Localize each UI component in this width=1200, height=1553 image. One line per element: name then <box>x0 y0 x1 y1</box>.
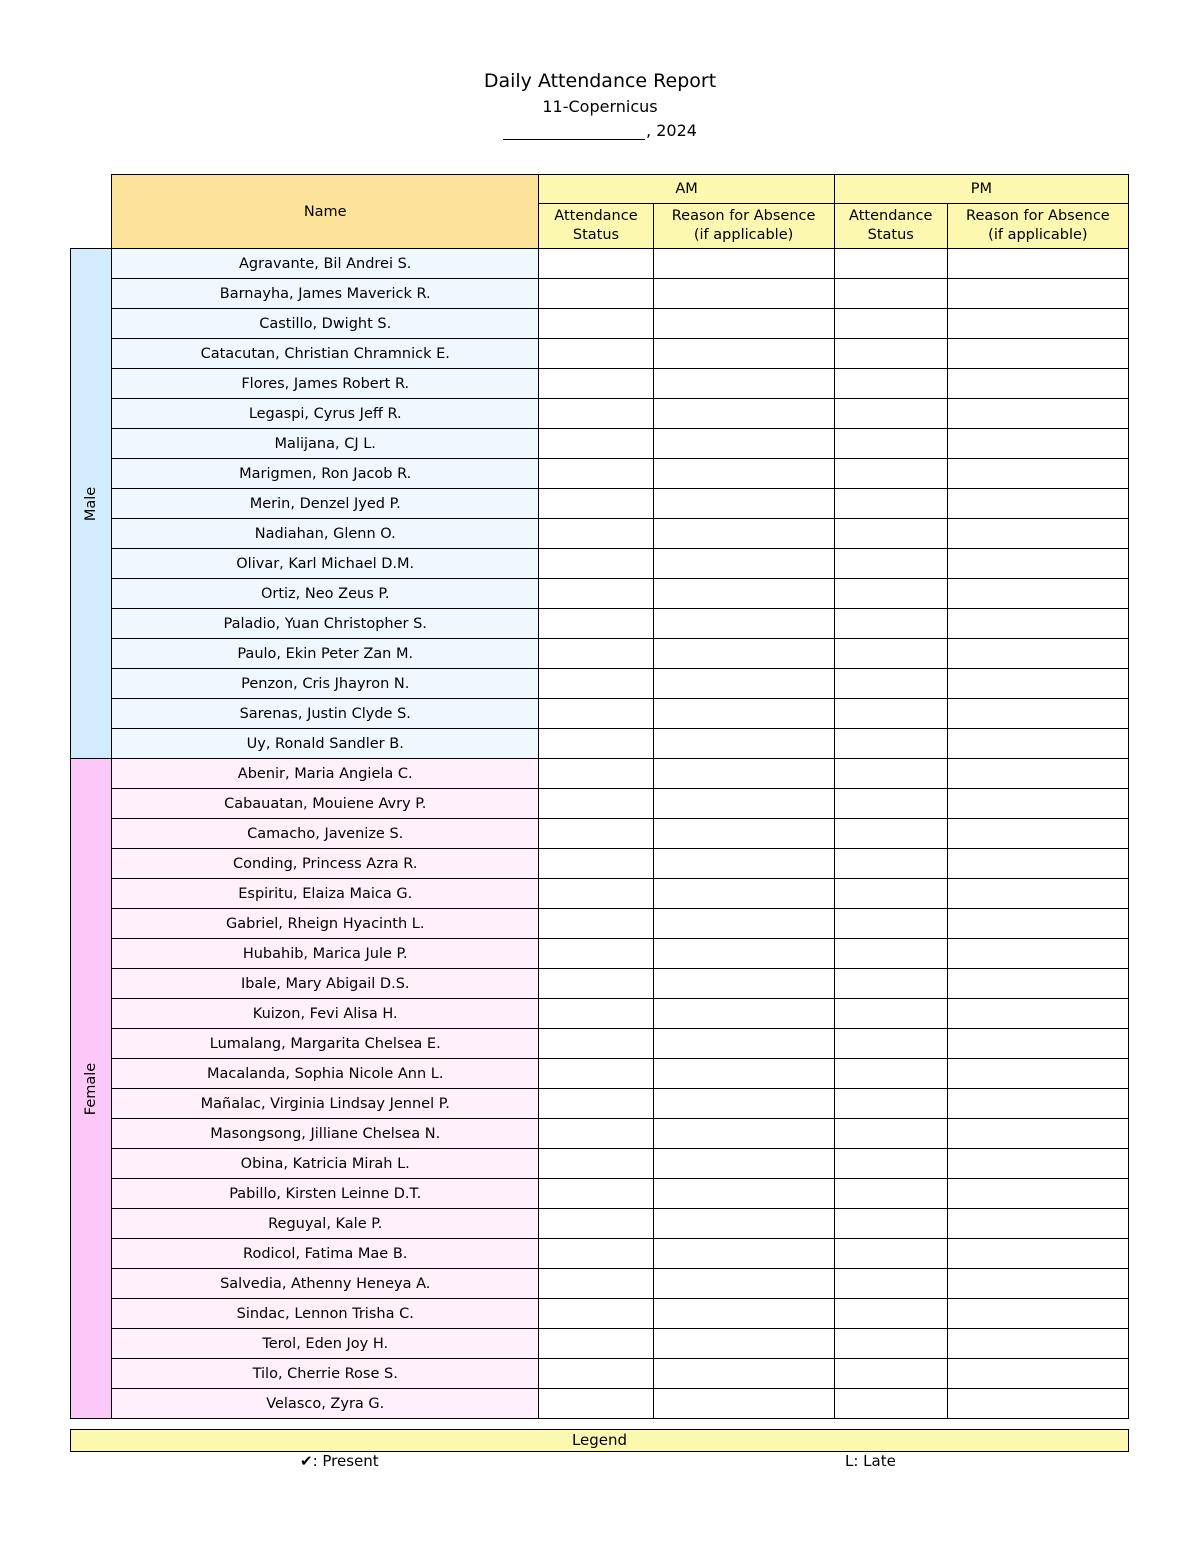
student-row <box>71 939 1129 969</box>
student-row <box>71 1179 1129 1209</box>
pm-status-cell[interactable] <box>834 279 947 309</box>
student-row <box>71 249 1129 279</box>
student-name: Mañalac, Virginia Lindsay Jennel P. <box>112 1089 539 1119</box>
student-name: Macalanda, Sophia Nicole Ann L. <box>112 1059 539 1089</box>
pm-status-cell[interactable] <box>834 879 947 909</box>
am-status-cell[interactable] <box>539 939 653 969</box>
am-status-cell[interactable] <box>539 639 653 669</box>
student-row <box>71 1209 1129 1239</box>
student-name: Pabillo, Kirsten Leinne D.T. <box>112 1179 539 1209</box>
pm-reason-header <box>947 204 1128 249</box>
pm-reason-cell[interactable] <box>947 369 1128 399</box>
date-blank-field[interactable] <box>503 124 645 140</box>
pm-reason-cell[interactable] <box>947 249 1128 279</box>
am-reason-cell[interactable] <box>653 549 834 579</box>
pm-status-cell[interactable] <box>834 1089 947 1119</box>
am-reason-cell[interactable] <box>653 459 834 489</box>
am-status-cell[interactable] <box>539 399 653 429</box>
pm-status-cell[interactable] <box>834 729 947 759</box>
pm-reason-cell[interactable] <box>947 969 1128 999</box>
pm-status-cell[interactable] <box>834 1239 947 1269</box>
am-reason-cell[interactable] <box>653 1209 834 1239</box>
student-name: Salvedia, Athenny Heneya A. <box>112 1269 539 1299</box>
student-name: Kuizon, Fevi Alisa H. <box>112 999 539 1029</box>
pm-status-cell[interactable] <box>834 1269 947 1299</box>
pm-reason-cell[interactable] <box>947 789 1128 819</box>
pm-reason-cell[interactable] <box>947 639 1128 669</box>
pm-reason-cell[interactable] <box>947 1179 1128 1209</box>
pm-status-cell[interactable] <box>834 489 947 519</box>
student-row <box>71 669 1129 699</box>
am-reason-cell[interactable] <box>653 909 834 939</box>
student-row <box>71 879 1129 909</box>
female-group-cell <box>71 759 112 1419</box>
pm-header: PM <box>834 175 1128 204</box>
student-row <box>71 1299 1129 1329</box>
am-status-cell[interactable] <box>539 579 653 609</box>
am-status-cell[interactable] <box>539 759 653 789</box>
am-reason-cell[interactable] <box>653 369 834 399</box>
am-status-cell[interactable] <box>539 1119 653 1149</box>
am-status-cell[interactable] <box>539 999 653 1029</box>
student-row <box>71 1029 1129 1059</box>
student-row <box>71 639 1129 669</box>
pm-reason-cell[interactable] <box>947 399 1128 429</box>
am-status-cell[interactable] <box>539 729 653 759</box>
am-reason-cell[interactable] <box>653 609 834 639</box>
am-status-header-line1: Attendance <box>554 208 638 224</box>
student-name: Agravante, Bil Andrei S. <box>112 249 539 279</box>
pm-reason-cell[interactable] <box>947 1299 1128 1329</box>
pm-status-cell[interactable] <box>834 519 947 549</box>
am-reason-cell[interactable] <box>653 339 834 369</box>
student-name: Barnayha, James Maverick R. <box>112 279 539 309</box>
pm-reason-cell[interactable] <box>947 1239 1128 1269</box>
am-reason-cell[interactable] <box>653 789 834 819</box>
am-reason-cell[interactable] <box>653 519 834 549</box>
am-status-header <box>539 204 653 249</box>
am-reason-cell[interactable] <box>653 729 834 759</box>
pm-reason-cell[interactable] <box>947 609 1128 639</box>
pm-reason-cell[interactable] <box>947 1269 1128 1299</box>
am-reason-cell[interactable] <box>653 819 834 849</box>
student-row <box>71 519 1129 549</box>
pm-status-cell[interactable] <box>834 609 947 639</box>
pm-status-cell[interactable] <box>834 579 947 609</box>
am-status-cell[interactable] <box>539 849 653 879</box>
student-name: Penzon, Cris Jhayron N. <box>112 669 539 699</box>
pm-status-cell[interactable] <box>834 999 947 1029</box>
student-row <box>71 1359 1129 1389</box>
pm-status-cell[interactable] <box>834 1299 947 1329</box>
student-name: Marigmen, Ron Jacob R. <box>112 459 539 489</box>
student-row <box>71 549 1129 579</box>
am-reason-header-line2: (if applicable) <box>693 227 794 243</box>
am-status-cell[interactable] <box>539 459 653 489</box>
student-row <box>71 1089 1129 1119</box>
student-row <box>71 969 1129 999</box>
student-name: Ortiz, Neo Zeus P. <box>112 579 539 609</box>
am-status-cell[interactable] <box>539 1149 653 1179</box>
pm-status-header-line1: Attendance <box>849 208 933 224</box>
student-row <box>71 819 1129 849</box>
am-status-cell[interactable] <box>539 429 653 459</box>
student-name: Conding, Princess Azra R. <box>112 849 539 879</box>
student-row <box>71 489 1129 519</box>
pm-reason-cell[interactable] <box>947 1029 1128 1059</box>
pm-status-cell[interactable] <box>834 819 947 849</box>
pm-status-cell[interactable] <box>834 639 947 669</box>
student-row <box>71 1389 1129 1419</box>
student-name: Merin, Denzel Jyed P. <box>112 489 539 519</box>
am-reason-cell[interactable] <box>653 249 834 279</box>
am-status-cell[interactable] <box>539 879 653 909</box>
student-name: Malijana, CJ L. <box>112 429 539 459</box>
pm-reason-header-line2: (if applicable) <box>988 227 1088 243</box>
am-status-cell[interactable] <box>539 1239 653 1269</box>
am-status-cell[interactable] <box>539 549 653 579</box>
student-name: Sindac, Lennon Trisha C. <box>112 1299 539 1329</box>
am-reason-cell[interactable] <box>653 1179 834 1209</box>
student-row <box>71 1119 1129 1149</box>
am-status-cell[interactable] <box>539 609 653 639</box>
am-reason-cell[interactable] <box>653 759 834 789</box>
am-status-cell[interactable] <box>539 1209 653 1239</box>
female-group-label: Female <box>83 1062 100 1115</box>
pm-status-cell[interactable] <box>834 1029 947 1059</box>
am-status-cell[interactable] <box>539 819 653 849</box>
student-name: Camacho, Javenize S. <box>112 819 539 849</box>
am-reason-cell[interactable] <box>653 1299 834 1329</box>
pm-reason-cell[interactable] <box>947 1329 1128 1359</box>
report-title: Daily Attendance Report <box>483 70 717 92</box>
am-status-cell[interactable] <box>539 1269 653 1299</box>
am-reason-cell[interactable] <box>653 1269 834 1299</box>
am-reason-cell[interactable] <box>653 579 834 609</box>
pm-status-header <box>834 204 947 249</box>
am-status-cell[interactable] <box>539 1029 653 1059</box>
am-reason-cell[interactable] <box>653 429 834 459</box>
pm-status-cell[interactable] <box>834 669 947 699</box>
pm-reason-cell[interactable] <box>947 849 1128 879</box>
student-name: Cabauatan, Mouiene Avry P. <box>112 789 539 819</box>
year-text: , 2024 <box>646 121 697 140</box>
student-name: Rodicol, Fatima Mae B. <box>112 1239 539 1269</box>
am-status-cell[interactable] <box>539 969 653 999</box>
pm-reason-cell[interactable] <box>947 1149 1128 1179</box>
student-name: Nadiahan, Glenn O. <box>112 519 539 549</box>
am-reason-cell[interactable] <box>653 639 834 669</box>
am-reason-cell[interactable] <box>653 1359 834 1389</box>
section-name: 11-Copernicus <box>542 97 658 116</box>
am-reason-header <box>653 204 834 249</box>
student-name: Hubahib, Marica Jule P. <box>112 939 539 969</box>
pm-status-cell[interactable] <box>834 1119 947 1149</box>
name-header: Name <box>112 175 539 249</box>
am-reason-cell[interactable] <box>653 879 834 909</box>
student-name: Catacutan, Christian Chramnick E. <box>112 339 539 369</box>
student-row <box>71 729 1129 759</box>
student-row <box>71 759 1129 789</box>
legend-late: L: Late <box>845 1452 896 1470</box>
student-row <box>71 399 1129 429</box>
pm-status-cell[interactable] <box>834 969 947 999</box>
student-row <box>71 339 1129 369</box>
am-status-cell[interactable] <box>539 1329 653 1359</box>
legend-present: ✔: Present <box>300 1452 379 1470</box>
student-name: Paladio, Yuan Christopher S. <box>112 609 539 639</box>
am-status-cell[interactable] <box>539 309 653 339</box>
student-name: Castillo, Dwight S. <box>112 309 539 339</box>
am-reason-cell[interactable] <box>653 1329 834 1359</box>
am-reason-cell[interactable] <box>653 969 834 999</box>
pm-reason-cell[interactable] <box>947 1089 1128 1119</box>
legend-bar: Legend <box>70 1429 1129 1452</box>
am-reason-cell[interactable] <box>653 1089 834 1119</box>
pm-status-cell[interactable] <box>834 459 947 489</box>
am-reason-cell[interactable] <box>653 669 834 699</box>
student-name: Lumalang, Margarita Chelsea E. <box>112 1029 539 1059</box>
pm-reason-cell[interactable] <box>947 1209 1128 1239</box>
am-status-cell[interactable] <box>539 339 653 369</box>
pm-status-header-line2: Status <box>867 227 914 243</box>
student-name: Terol, Eden Joy H. <box>112 1329 539 1359</box>
attendance-table <box>70 174 1129 1419</box>
student-name: Olivar, Karl Michael D.M. <box>112 549 539 579</box>
pm-status-cell[interactable] <box>834 249 947 279</box>
pm-reason-cell[interactable] <box>947 819 1128 849</box>
student-row <box>71 789 1129 819</box>
pm-reason-cell[interactable] <box>947 729 1128 759</box>
student-row <box>71 579 1129 609</box>
am-reason-cell[interactable] <box>653 1119 834 1149</box>
pm-reason-cell[interactable] <box>947 309 1128 339</box>
student-row <box>71 1059 1129 1089</box>
student-name: Sarenas, Justin Clyde S. <box>112 699 539 729</box>
student-name: Paulo, Ekin Peter Zan M. <box>112 639 539 669</box>
student-row <box>71 369 1129 399</box>
am-reason-cell[interactable] <box>653 279 834 309</box>
pm-reason-cell[interactable] <box>947 1389 1128 1419</box>
student-row <box>71 1269 1129 1299</box>
pm-reason-cell[interactable] <box>947 1359 1128 1389</box>
pm-status-cell[interactable] <box>834 399 947 429</box>
student-name: Uy, Ronald Sandler B. <box>112 729 539 759</box>
pm-reason-cell[interactable] <box>947 699 1128 729</box>
student-row <box>71 309 1129 339</box>
am-reason-cell[interactable] <box>653 999 834 1029</box>
am-status-cell[interactable] <box>539 1179 653 1209</box>
am-status-cell[interactable] <box>539 789 653 819</box>
am-status-cell[interactable] <box>539 249 653 279</box>
male-group-cell <box>71 249 112 759</box>
pm-reason-cell[interactable] <box>947 669 1128 699</box>
pm-reason-cell[interactable] <box>947 279 1128 309</box>
pm-reason-cell[interactable] <box>947 879 1128 909</box>
pm-reason-cell[interactable] <box>947 489 1128 519</box>
date-line <box>0 121 1200 140</box>
student-name: Espiritu, Elaiza Maica G. <box>112 879 539 909</box>
student-row <box>71 909 1129 939</box>
pm-reason-cell[interactable] <box>947 1059 1128 1089</box>
student-name: Abenir, Maria Angiela C. <box>112 759 539 789</box>
am-reason-cell[interactable] <box>653 1389 834 1419</box>
am-status-header-line2: Status <box>572 227 620 243</box>
am-status-cell[interactable] <box>539 1089 653 1119</box>
pm-reason-cell[interactable] <box>947 339 1128 369</box>
am-status-cell[interactable] <box>539 1389 653 1419</box>
am-status-cell[interactable] <box>539 1299 653 1329</box>
am-status-cell[interactable] <box>539 909 653 939</box>
pm-status-cell[interactable] <box>834 909 947 939</box>
pm-reason-cell[interactable] <box>947 459 1128 489</box>
pm-reason-cell[interactable] <box>947 939 1128 969</box>
am-status-cell[interactable] <box>539 489 653 519</box>
student-row <box>71 609 1129 639</box>
pm-status-cell[interactable] <box>834 1329 947 1359</box>
student-row <box>71 1239 1129 1269</box>
am-status-cell[interactable] <box>539 369 653 399</box>
pm-reason-cell[interactable] <box>947 909 1128 939</box>
pm-status-cell[interactable] <box>834 939 947 969</box>
student-name: Ibale, Mary Abigail D.S. <box>112 969 539 999</box>
pm-status-cell[interactable] <box>834 1389 947 1419</box>
pm-reason-cell[interactable] <box>947 519 1128 549</box>
am-header: AM <box>539 175 834 204</box>
am-reason-cell[interactable] <box>653 1059 834 1089</box>
am-reason-cell[interactable] <box>653 309 834 339</box>
am-reason-cell[interactable] <box>653 489 834 519</box>
am-status-cell[interactable] <box>539 279 653 309</box>
am-status-cell[interactable] <box>539 519 653 549</box>
am-reason-cell[interactable] <box>653 699 834 729</box>
am-reason-cell[interactable] <box>653 939 834 969</box>
pm-reason-cell[interactable] <box>947 1119 1128 1149</box>
pm-status-cell[interactable] <box>834 549 947 579</box>
student-row <box>71 999 1129 1029</box>
pm-status-cell[interactable] <box>834 849 947 879</box>
student-name: Velasco, Zyra G. <box>112 1389 539 1419</box>
pm-status-cell[interactable] <box>834 369 947 399</box>
male-group-label: Male <box>83 486 100 521</box>
am-status-cell[interactable] <box>539 699 653 729</box>
am-reason-cell[interactable] <box>653 1149 834 1179</box>
student-row <box>71 1149 1129 1179</box>
student-row <box>71 849 1129 879</box>
student-row <box>71 279 1129 309</box>
pm-reason-cell[interactable] <box>947 549 1128 579</box>
student-name: Legaspi, Cyrus Jeff R. <box>112 399 539 429</box>
pm-status-cell[interactable] <box>834 429 947 459</box>
pm-status-cell[interactable] <box>834 789 947 819</box>
am-reason-cell[interactable] <box>653 399 834 429</box>
pm-status-cell[interactable] <box>834 1059 947 1089</box>
student-name: Obina, Katricia Mirah L. <box>112 1149 539 1179</box>
am-reason-cell[interactable] <box>653 849 834 879</box>
pm-reason-cell[interactable] <box>947 579 1128 609</box>
am-reason-cell[interactable] <box>653 1239 834 1269</box>
pm-status-cell[interactable] <box>834 1149 947 1179</box>
student-row <box>71 699 1129 729</box>
student-name: Reguyal, Kale P. <box>112 1209 539 1239</box>
am-reason-header-line1: Reason for Absence <box>671 208 816 224</box>
pm-reason-cell[interactable] <box>947 999 1128 1029</box>
pm-reason-header-line1: Reason for Absence <box>966 208 1110 224</box>
pm-status-cell[interactable] <box>834 339 947 369</box>
student-row <box>71 459 1129 489</box>
student-name: Tilo, Cherrie Rose S. <box>112 1359 539 1389</box>
pm-status-cell[interactable] <box>834 1209 947 1239</box>
am-reason-cell[interactable] <box>653 1029 834 1059</box>
student-row <box>71 1329 1129 1359</box>
pm-reason-cell[interactable] <box>947 759 1128 789</box>
pm-status-cell[interactable] <box>834 1359 947 1389</box>
pm-status-cell[interactable] <box>834 759 947 789</box>
pm-status-cell[interactable] <box>834 309 947 339</box>
am-status-cell[interactable] <box>539 669 653 699</box>
student-name: Flores, James Robert R. <box>112 369 539 399</box>
pm-status-cell[interactable] <box>834 1179 947 1209</box>
pm-reason-cell[interactable] <box>947 429 1128 459</box>
student-name: Gabriel, Rheign Hyacinth L. <box>112 909 539 939</box>
pm-status-cell[interactable] <box>834 699 947 729</box>
student-name: Masongsong, Jilliane Chelsea N. <box>112 1119 539 1149</box>
header-corner <box>71 175 112 249</box>
am-status-cell[interactable] <box>539 1059 653 1089</box>
am-status-cell[interactable] <box>539 1359 653 1389</box>
student-row <box>71 429 1129 459</box>
